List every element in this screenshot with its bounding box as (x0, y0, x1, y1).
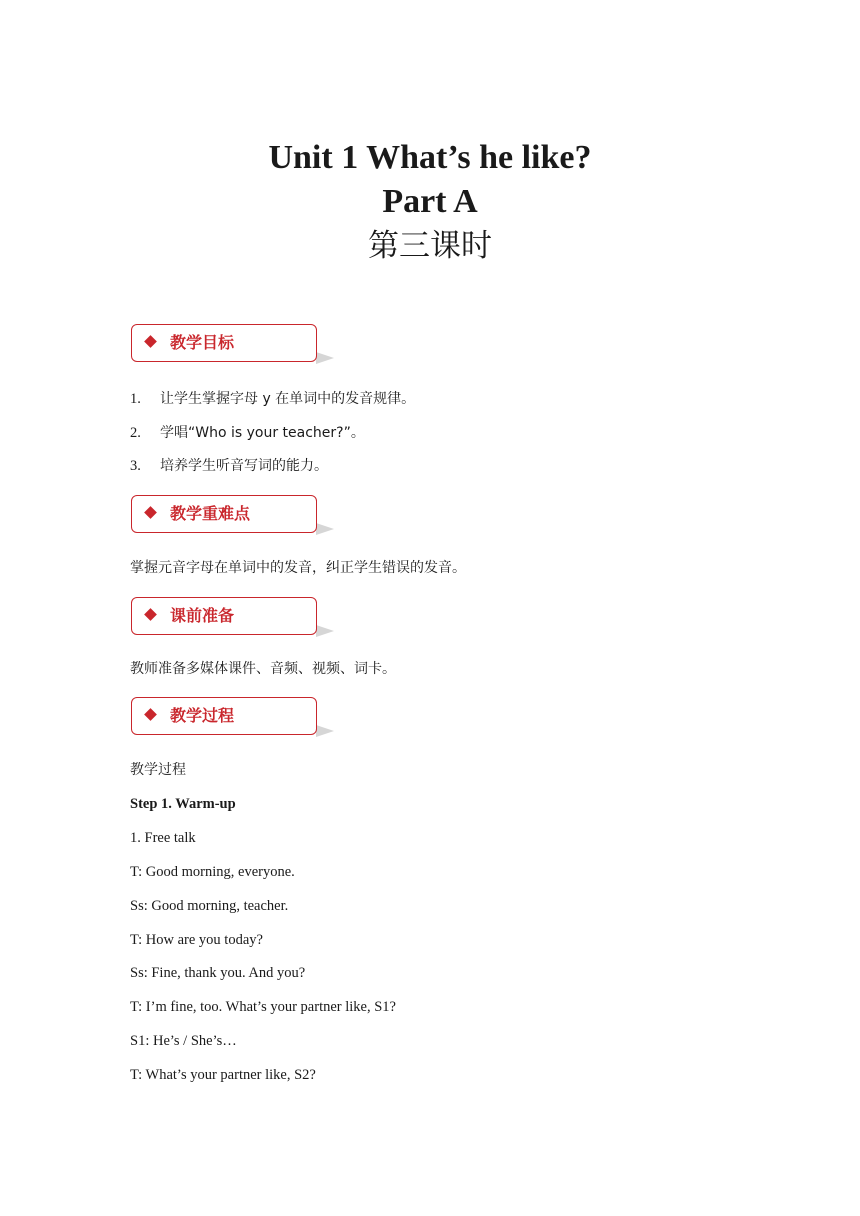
section-tail-shadow (316, 725, 334, 737)
process-line: T: I’m fine, too. What’s your partner like, S1? (130, 999, 396, 1015)
list-item: 学唱“Who is your teacher?”。 (160, 425, 365, 441)
diamond-icon (144, 335, 157, 348)
section-label: 课前准备 (170, 606, 235, 625)
diamond-icon (144, 708, 157, 721)
process-line: T: Good morning, everyone. (130, 864, 295, 880)
section-label: 教学重难点 (170, 504, 251, 523)
title-lesson: 第三课时 (368, 228, 492, 264)
list-item-number: 3. (130, 458, 141, 474)
section-tail-shadow (316, 352, 334, 364)
section-heading-key-points (131, 495, 317, 533)
list-item: 培养学生听音写词的能力。 (160, 458, 328, 474)
section-label: 教学过程 (170, 706, 235, 725)
process-subheading: 教学过程 (130, 762, 186, 778)
section-heading-process (131, 697, 317, 735)
list-item: 让学生掌握字母 y 在单词中的发音规律。 (160, 391, 416, 407)
diamond-icon (144, 608, 157, 621)
preparation-text: 教师准备多媒体课件、音频、视频、词卡。 (130, 661, 396, 677)
process-line: Ss: Good morning, teacher. (130, 898, 289, 914)
title-part: Part A (382, 183, 478, 220)
section-tail-shadow (316, 625, 334, 637)
process-line: Ss: Fine, thank you. And you? (130, 965, 306, 981)
section-tail-shadow (316, 523, 334, 535)
process-line: S1: He’s / She’s… (130, 1033, 237, 1049)
key-points-text: 掌握元音字母在单词中的发音，纠正学生错误的发音。 (130, 560, 466, 576)
process-line: T: What’s your partner like, S2? (130, 1067, 316, 1083)
list-item-number: 2. (130, 425, 141, 441)
list-item-number: 1. (130, 391, 141, 407)
process-line: T: How are you today? (130, 932, 263, 948)
section-heading-preparation (131, 597, 317, 635)
section-heading-objectives (131, 324, 317, 362)
step-heading: Step 1. Warm-up (130, 796, 236, 812)
title-unit: Unit 1 What’s he like? (268, 139, 592, 176)
diamond-icon (144, 506, 157, 519)
section-label: 教学目标 (170, 333, 235, 352)
process-line: 1. Free talk (130, 830, 196, 846)
